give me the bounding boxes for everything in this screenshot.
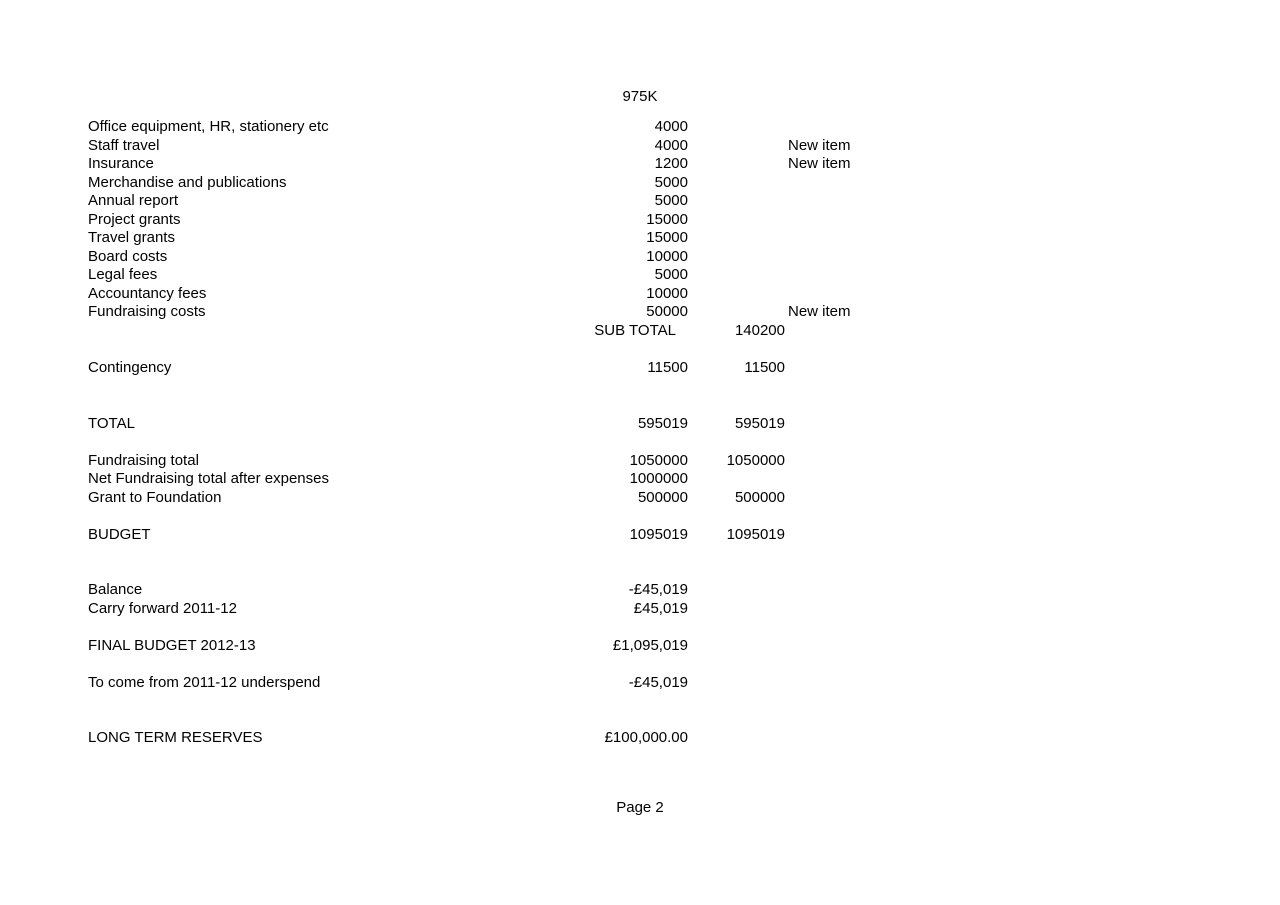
contingency-row (0, 359, 1280, 377)
row-label: Fundraising costs (88, 303, 206, 320)
row-value: £45,019 (633, 600, 688, 617)
row-value: 4000 (654, 137, 688, 154)
table-row (0, 266, 1280, 284)
row-value: 5000 (654, 174, 688, 191)
row-value: 500000 (637, 489, 688, 506)
row-value: 10000 (646, 248, 688, 265)
row-value: 4000 (654, 118, 688, 135)
grant-row (0, 489, 1280, 507)
table-row (0, 229, 1280, 247)
subtotal-row (0, 322, 1280, 340)
row-label: Staff travel (88, 137, 160, 154)
row-note: New item (788, 137, 851, 154)
table-row (0, 137, 1280, 155)
row-label: Travel grants (88, 229, 175, 246)
table-row (0, 174, 1280, 192)
table-row (0, 248, 1280, 266)
row-value-2: 1095019 (726, 526, 785, 543)
row-value: -£45,019 (628, 581, 688, 598)
row-value: 1050000 (629, 452, 688, 469)
row-value: £1,095,019 (612, 637, 688, 654)
row-value: 11500 (647, 359, 688, 376)
row-label: Balance (88, 581, 143, 598)
row-label: Net Fundraising total after expenses (88, 470, 329, 487)
row-label: Merchandise and publications (88, 174, 287, 191)
underspend-row (0, 674, 1280, 692)
row-label: Project grants (88, 211, 181, 228)
row-value-2: 500000 (734, 489, 785, 506)
balance-row (0, 581, 1280, 599)
row-label: Board costs (88, 248, 168, 265)
row-value: 5000 (654, 266, 688, 283)
row-note: New item (788, 155, 851, 172)
row-value-2: 595019 (734, 415, 785, 432)
budget-row (0, 526, 1280, 544)
column-header: 975K (622, 88, 658, 105)
table-row (0, 155, 1280, 173)
row-value: 50000 (646, 303, 688, 320)
carry-forward-row (0, 600, 1280, 618)
row-label: Annual report (88, 192, 179, 209)
row-value: 1200 (654, 155, 688, 172)
row-value-2: 11500 (744, 359, 785, 376)
row-value-2: 1050000 (726, 452, 785, 469)
row-label: Office equipment, HR, stationery etc (88, 118, 329, 135)
row-value: 1000000 (629, 470, 688, 487)
net-fundraising-row (0, 470, 1280, 488)
page-number: Page 2 (616, 799, 664, 816)
fundraising-total-row (0, 452, 1280, 470)
row-value: 5000 (654, 192, 688, 209)
row-value: £100,000.00 (604, 729, 688, 746)
row-label: Grant to Foundation (88, 489, 222, 506)
row-label: TOTAL (88, 415, 135, 432)
reserves-row (0, 729, 1280, 747)
row-value: 595019 (637, 415, 688, 432)
row-label: To come from 2011-12 underspend (88, 674, 321, 691)
table-row (0, 118, 1280, 136)
row-label: BUDGET (88, 526, 151, 543)
row-label: Carry forward 2011-12 (88, 600, 237, 617)
row-value: 15000 (646, 229, 688, 246)
subtotal-value: 140200 (734, 322, 785, 339)
row-value: 15000 (646, 211, 688, 228)
row-value: 10000 (646, 285, 688, 302)
row-label: Accountancy fees (88, 285, 207, 302)
row-label: LONG TERM RESERVES (88, 729, 263, 746)
table-row (0, 211, 1280, 229)
row-value: 1095019 (629, 526, 688, 543)
total-row (0, 415, 1280, 433)
table-row (0, 192, 1280, 210)
subtotal-label: SUB TOTAL (594, 322, 676, 339)
table-row (0, 303, 1280, 321)
row-label: Fundraising total (88, 452, 199, 469)
row-note: New item (788, 303, 851, 320)
row-label: FINAL BUDGET 2012-13 (88, 637, 256, 654)
row-label: Insurance (88, 155, 154, 172)
table-row (0, 285, 1280, 303)
row-value: -£45,019 (628, 674, 688, 691)
row-label: Contingency (88, 359, 172, 376)
row-label: Legal fees (88, 266, 158, 283)
final-budget-row (0, 637, 1280, 655)
